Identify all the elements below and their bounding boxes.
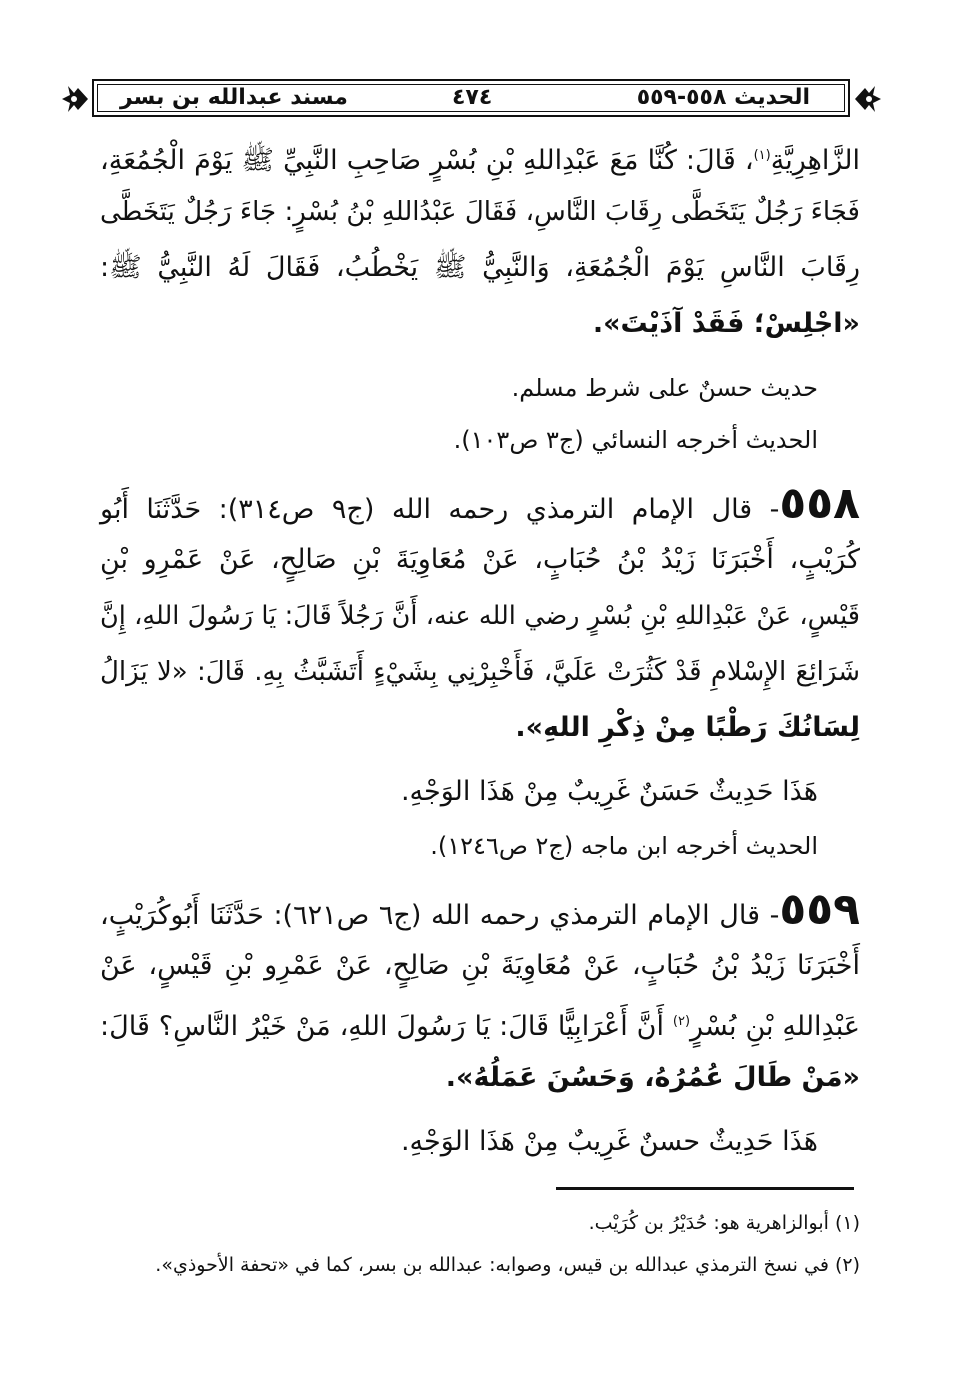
hadith-number: ٥٥٨ (779, 478, 860, 529)
header-musnad-title: مسند عبدالله بن بسر (120, 85, 348, 110)
footnote: (٢) في نسخ الترمذي عبدالله بن قيس، وصوابه: عبدالله بن بسر، كما في «تحفة الأحوذي». (155, 1254, 860, 1276)
hadith-559-line: ٥٥٩- قال الإمام الترمذي رحمه الله (ج٦ ص٦٢١): حَدَّثَنَا أَبُوكُرَيْبٍ، (100, 884, 860, 935)
body-line: كُرَيْبٍ، أَخْبَرَنَا زَيْدُ بْنُ حُبَابٍ، عَنْ مُعَاوِيَةَ بْنِ صَالِحٍ، عَنْ عَمْرِو بْنِ (100, 544, 860, 575)
takhrij-note: الحديث أخرجه ابن ماجه (ج٢ ص١٢٤٦). (430, 832, 818, 860)
body-line: فَجَاءَ رَجُلٌ يَتَخَطَّى رِقَابَ النَّاسِ، فَقَالَ عَبْدُاللهِ بْنُ بُسْرٍ: جَاءَ رَجُلٌ يَتَخَطَّى (100, 197, 860, 227)
prophetic-saying: «مَنْ طَالَ عُمُرُهُ، وَحَسُنَ عَمَلُهُ». (445, 1062, 860, 1093)
hadith-558-line: ٥٥٨- قال الإمام الترمذي رحمه الله (ج٩ ص٣١٤): حَدَّثَنَا أَبُو (100, 478, 860, 529)
hadith-grade: هَذَا حَدِيثٌ حَسَنٌ غَرِيبٌ مِنْ هَذَا الوَجْهِ. (400, 776, 818, 807)
takhrij-note: الحديث أخرجه النسائي (ج٣ ص١٠٣). (453, 426, 818, 454)
body-line: عَبْدِاللهِ بْنِ بُسْرٍ$^{(٢)}$ أَنَّ أَعْرَابِيًّا قَالَ: يَا رَسُولَ اللهِ، مَنْ خَيْرُ النَّاسِ؟ قَالَ: (100, 1011, 860, 1042)
footnote-separator (556, 1187, 854, 1190)
footnote-ref: (١) (753, 148, 771, 163)
prophetic-saying: «اجْلِسْ؛ فَقَدْ آذَيْتَ». (592, 308, 860, 339)
ornament-left-icon (60, 82, 90, 116)
body-line: أَخْبَرَنَا زَيْدُ بْنُ حُبَابٍ، عَنْ مُعَاوِيَةَ بْنِ صَالِحٍ، عَنْ عَمْرِو بْنِ قَيْسٍ، عَنْ (100, 950, 860, 981)
page-number: ٤٧٤ (452, 85, 493, 110)
body-line: رِقَابَ النَّاسِ يَوْمَ الْجُمُعَةِ، وَالنَّبِيُّ ﷺ يَخْطُبُ، فَقَالَ لَهُ النَّبِيُّ ﷺ: (100, 252, 860, 283)
hadith-number: ٥٥٩ (779, 884, 860, 935)
body-line: شَرَائِعَ الإِسْلامِ قَدْ كَثُرَتْ عَلَيَّ، فَأَخْبِرْنِي بِشَيْءٍ أَتَشَبَّثُ بِهِ. قَالَ: «لا يَزَالُ (100, 657, 860, 687)
footnote: (١) أبوالزاهرية هو: حُدَيْرُ بن كُرَيْب. (588, 1212, 860, 1234)
body-line: قَيْسٍ، عَنْ عَبْدِاللهِ بْنِ بُسْرٍ رضي الله عنه، أَنَّ رَجُلاً قَالَ: يَا رَسُولَ اللهِ، إِنَّ (100, 601, 860, 631)
footnote-ref: (٢) (672, 1014, 691, 1029)
header-hadith-range: الحديث ٥٥٨-٥٥٩ (636, 85, 810, 110)
hadith-grade: حديث حسنٌ على شرط مسلم. (511, 374, 818, 402)
prophetic-saying: لِسَانُكَ رَطْبًا مِنْ ذِكْرِ اللهِ». (515, 712, 860, 743)
hadith-grade: هَذَا حَدِيثٌ حسنٌ غَرِيبٌ مِنْ هَذَا الوَجْهِ. (400, 1126, 818, 1157)
ornament-right-icon (853, 82, 883, 116)
body-line: الزَّاهِرِيَّةِ$^{(١)}$، قَالَ: كُنَّا مَعَ عَبْدِاللهِ بْنِ بُسْرٍ صَاحِبِ النَّبِيِّ ﷺ يَوْمَ الْجُمُعَةِ، (100, 145, 860, 176)
